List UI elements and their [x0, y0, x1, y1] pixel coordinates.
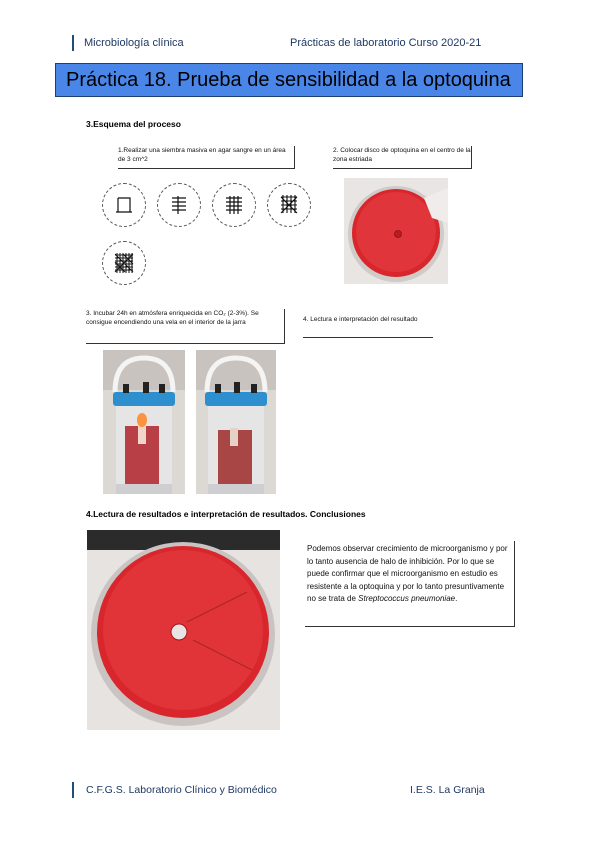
section-3-heading: 3.Esquema del proceso: [86, 119, 181, 129]
conclusion-box: [305, 541, 515, 627]
header-accent-bar: [72, 35, 74, 51]
step-4-note: 4. Lectura e interpretación del resultado: [303, 315, 433, 338]
header-subject: Microbiología clínica: [84, 37, 184, 49]
page-title: Práctica 18. Prueba de sensibilidad a la optoquina: [66, 69, 511, 91]
step-1-note: 1.Realizar una siembra masiva en agar sangre en un área de 3 cm^2: [118, 146, 295, 169]
photo-jar-after-incubation: [196, 350, 276, 494]
footer-program: C.F.G.S. Laboratorio Clínico y Biomédico: [86, 784, 277, 796]
streak-lines-b-icon: [158, 184, 200, 226]
streak-lines-d-icon: [268, 184, 310, 226]
conclusion-end: .: [455, 594, 458, 603]
incubation-jar-icon: [196, 350, 276, 494]
dish-step-b: [157, 183, 201, 227]
step-3-note: 3. Incubar 24h en atmósfera enriquecida en CO₂ (2-3%). Se consigue encendiendo una vela en el interior de la jarra: [86, 309, 285, 344]
photo-plate-with-disk: [344, 178, 448, 284]
step-2-note: 2. Colocar disco de optoquina en el centro de la zona estriada: [333, 146, 472, 169]
conclusion-text: Podemos observar crecimiento de microorganismo y por lo tanto ausencia de halo de inhibición. Por lo que se puede confirmar que el microorganismo en estudio es resistente a la optoquina y por lo tanto presuntivamente no se trata de: [307, 544, 508, 603]
photo-result-plate: [87, 530, 280, 730]
conclusion-species: Streptococcus pneumoniae: [358, 594, 456, 603]
blood-agar-plate-icon: [344, 178, 448, 284]
result-agar-plate-icon: [87, 530, 280, 730]
dish-step-a: [102, 183, 146, 227]
streak-lines-e-icon: [103, 242, 145, 284]
header-course: Prácticas de laboratorio Curso 2020-21: [290, 37, 482, 49]
streak-lines-c-icon: [213, 184, 255, 226]
dish-step-c: [212, 183, 256, 227]
dish-step-e: [102, 241, 146, 285]
dish-step-d: [267, 183, 311, 227]
photo-jar-with-candle: [103, 350, 185, 494]
section-4-heading: 4.Lectura de resultados e interpretación de resultados. Conclusiones: [86, 509, 366, 519]
candle-jar-icon: [103, 350, 185, 494]
footer-accent-bar: [72, 782, 74, 798]
footer-school: I.E.S. La Granja: [410, 784, 485, 796]
title-banner: [55, 63, 523, 97]
streak-lines-a-icon: [103, 184, 145, 226]
